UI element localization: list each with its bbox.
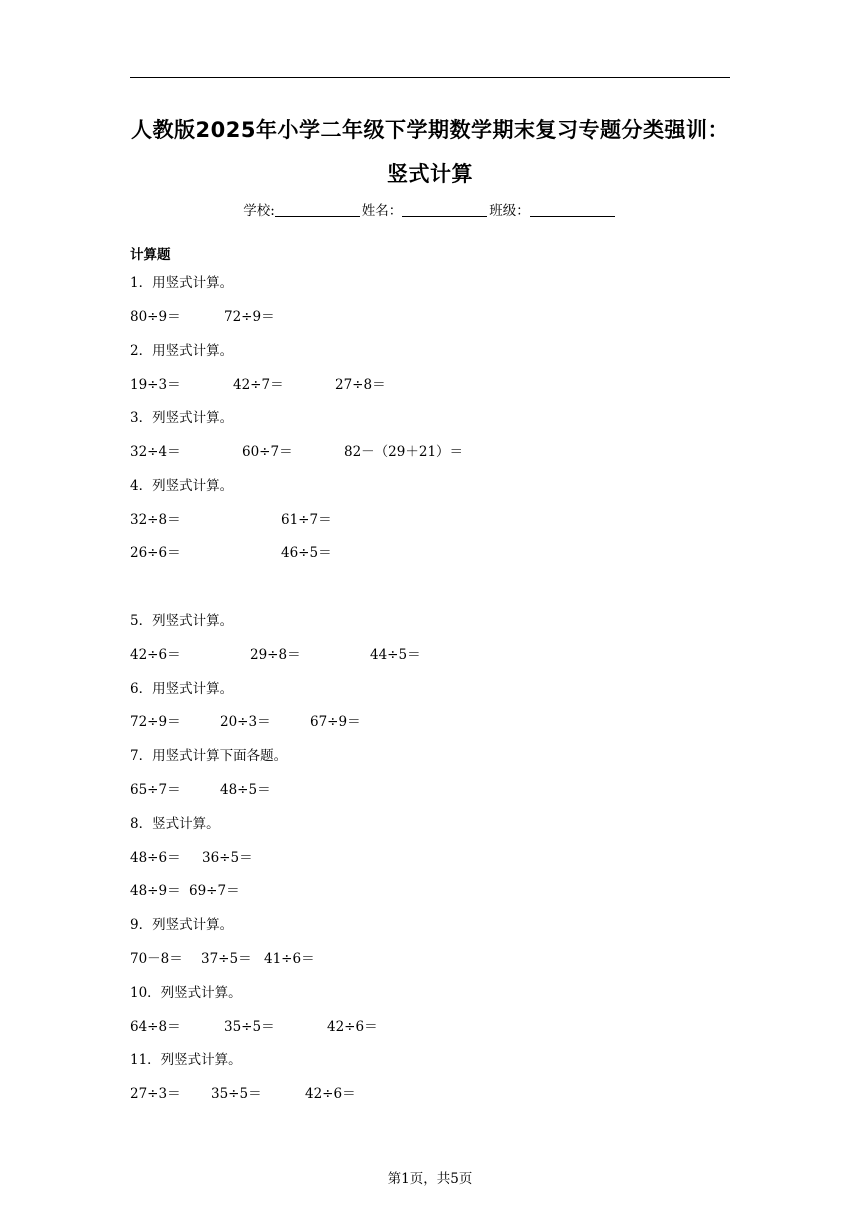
question-1-label: 1．用竖式计算。 (130, 275, 234, 291)
q2-item-3: 27÷8＝ (335, 377, 386, 393)
q1-item-2: 72÷9＝ (224, 309, 275, 325)
q9-item-1: 70－8＝ (130, 951, 183, 967)
q5-item-3: 44÷5＝ (370, 647, 421, 663)
q10-item-2: 35÷5＝ (224, 1019, 275, 1035)
q1-item-1: 80÷9＝ (130, 309, 181, 325)
document-title: 人教版2025年小学二年级下学期数学期末复习专题分类强训： (131, 118, 729, 142)
q2-item-1: 19÷3＝ (130, 377, 181, 393)
name-blank[interactable] (402, 203, 487, 217)
q11-item-3: 42÷6＝ (305, 1086, 356, 1102)
question-4-label: 4．列竖式计算。 (130, 478, 234, 494)
q6-item-1: 72÷9＝ (130, 714, 181, 730)
name-label: 姓名： (361, 203, 403, 219)
school-label: 学校: (243, 203, 275, 219)
q3-item-1: 32÷4＝ (130, 444, 181, 460)
student-info-line (0, 199, 860, 219)
q8-item-4: 69÷7＝ (189, 883, 240, 899)
page-footer: 第1页，共5页 (387, 1171, 473, 1187)
class-label: 班级： (489, 203, 530, 219)
question-3-label: 3．列竖式计算。 (130, 410, 234, 426)
q7-item-1: 65÷7＝ (130, 782, 181, 798)
q4-item-2: 61÷7＝ (281, 512, 332, 528)
question-6-label: 6．用竖式计算。 (130, 681, 234, 697)
q4-item-1: 32÷8＝ (130, 512, 181, 528)
q4-item-4: 46÷5＝ (281, 545, 332, 561)
q11-item-2: 35÷5＝ (211, 1086, 262, 1102)
question-11-label: 11．列竖式计算。 (130, 1052, 242, 1068)
q6-item-3: 67÷9＝ (310, 714, 361, 730)
q5-item-1: 42÷6＝ (130, 647, 181, 663)
section-heading: 计算题 (130, 247, 171, 263)
q5-item-2: 29÷8＝ (250, 647, 301, 663)
q3-item-2: 60÷7＝ (242, 444, 293, 460)
q3-item-3: 82－（29＋21）＝ (344, 444, 464, 460)
q7-item-2: 48÷5＝ (220, 782, 271, 798)
q8-item-1: 48÷6＝ (130, 850, 181, 866)
question-2-label: 2．用竖式计算。 (130, 343, 234, 359)
header-rule (130, 77, 730, 78)
q10-item-3: 42÷6＝ (327, 1019, 378, 1035)
q9-item-2: 37÷5＝ (201, 951, 252, 967)
question-8-label: 8．竖式计算。 (130, 816, 220, 832)
q2-item-2: 42÷7＝ (233, 377, 284, 393)
question-9-label: 9．列竖式计算。 (130, 917, 234, 933)
q10-item-1: 64÷8＝ (130, 1019, 181, 1035)
question-7-label: 7．用竖式计算下面各题。 (130, 748, 288, 764)
q4-item-3: 26÷6＝ (130, 545, 181, 561)
school-blank[interactable] (275, 203, 360, 217)
question-5-label: 5．列竖式计算。 (130, 613, 234, 629)
q9-item-3: 41÷6＝ (264, 951, 315, 967)
q8-item-3: 48÷9＝ (130, 883, 181, 899)
question-10-label: 10．列竖式计算。 (130, 985, 242, 1001)
q11-item-1: 27÷3＝ (130, 1086, 181, 1102)
q6-item-2: 20÷3＝ (220, 714, 271, 730)
q8-item-2: 36÷5＝ (202, 850, 253, 866)
class-blank[interactable] (530, 203, 615, 217)
document-subtitle: 竖式计算 (387, 162, 473, 186)
